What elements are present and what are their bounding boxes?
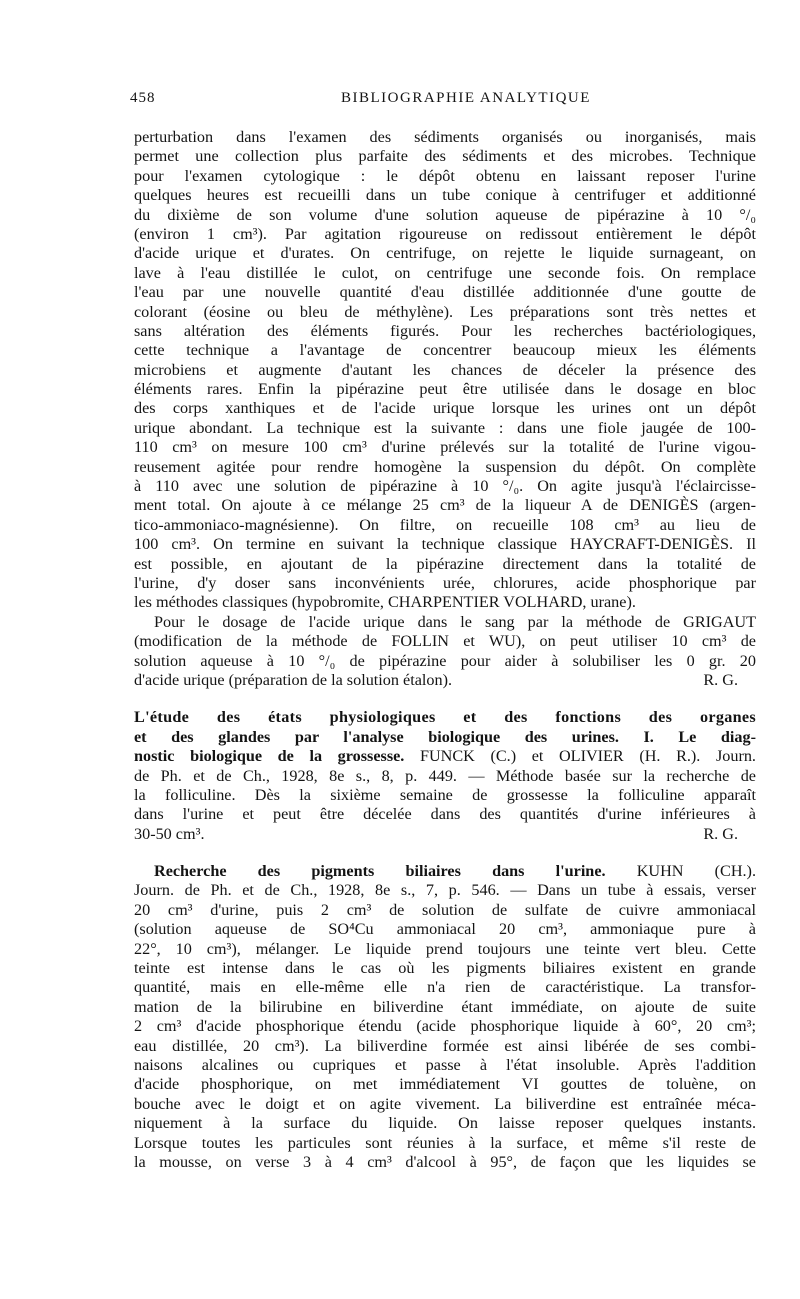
text-line: 100 cm³. On termine en suivant la technique classique HAYCRAFT-DENIGÈS. Il: [134, 535, 756, 554]
text-line: d'acide urique et d'urates. On centrifuge, on rejette le liquide surnageant, on: [134, 244, 756, 263]
text-line: solution aqueuse à 10 °/₀ de pipérazine pour aider à solubiliser les 0 gr. 20: [134, 651, 756, 670]
article-title-line: [134, 862, 756, 881]
text-line: tico-ammoniaco-magnésienne). On filtre, on recueille 108 cm³ au lieu de: [134, 515, 756, 534]
article-title-line: [134, 747, 756, 766]
article-title-part: nostic biologique de la grossesse.: [134, 747, 405, 766]
article-author: KUHN (CH.).: [605, 862, 756, 881]
text-line: l'urine, d'y doser sans inconvénients urée, chlorures, acide phosphorique par: [134, 573, 756, 592]
text-line: perturbation dans l'examen des sédiments organisés ou inorganisés, mais: [134, 128, 756, 146]
text-line: [134, 825, 756, 844]
body-text: [134, 128, 756, 1172]
text-line: pour l'examen cytologique : le dépôt obtenu en laissant reposer l'urine: [134, 166, 756, 185]
text-line: Pour le dosage de l'acide urique dans le sang par la méthode de GRIGAUT: [154, 612, 756, 631]
text-line: 2 cm³ d'acide phosphorique étendu (acide phosphorique liquide à 60°, 20 cm³;: [134, 1017, 756, 1036]
text-line: sans altération des éléments figurés. Pour les recherches bactériologiques,: [134, 321, 756, 340]
article-title-line: [134, 728, 756, 747]
text-line: colorant (éosine ou bleu de méthylène). Les préparations sont très nettes et: [134, 302, 756, 321]
text-line: cette technique a l'avantage de concentrer beaucoup mieux les éléments: [134, 341, 756, 360]
text-line: (modification de la méthode de FOLLIN et WU), on peut utiliser 10 cm³ de: [134, 632, 756, 651]
text-line-content: 30-50 cm³.: [134, 824, 205, 843]
text-line: Lorsque toutes les particules sont réunies à la surface, et même s'il reste de: [134, 1133, 756, 1152]
page-number: 458: [130, 90, 156, 106]
text-line: eau distillée, 20 cm³). La biliverdine formée est ainsi libérée de ses combi-: [134, 1036, 756, 1055]
article-folliculine: [134, 708, 756, 844]
text-line: quelques heures est recueilli dans un tube conique à centrifuger et additionné: [134, 186, 756, 205]
author-signature: R. G.: [703, 670, 738, 689]
article-title-line: L'étude des états physiologiques et des fonctions des organes: [134, 708, 756, 727]
text-line: reusement agitée pour rendre homogène la suspension du dépôt. On complète: [134, 457, 756, 476]
text-line: quantité, mais en elle-même elle n'a rien de caractéristique. La transfor-: [134, 978, 756, 997]
text-line: à 110 avec une solution de pipérazine à 10 °/₀. On agite jusqu'à l'éclaircisse-: [134, 477, 756, 496]
paragraph-2: [134, 613, 756, 691]
text-line: bouche avec le doigt et on agite vivement. La biliverdine est entraînée méca-: [134, 1094, 756, 1113]
text-line: teinte est intense dans le cas où les pigments biliaires existent en grande: [134, 959, 756, 978]
article-title-part: et des glandes par l'analyse biologique des urines.: [134, 727, 619, 746]
text-line: mation de la bilirubine en biliverdine étant immédiate, on ajoute de suite: [134, 997, 756, 1016]
running-header: [126, 90, 756, 114]
text-line: (solution aqueuse de SO⁴Cu ammoniacal 20 cm³, ammoniaque pure à: [134, 920, 756, 939]
text-line: la folliculine. Dès la sixième semaine de grossesse la folliculine apparaît: [134, 785, 756, 804]
text-line: lave à l'eau distillée le culot, on centrifuge une seconde fois. On remplace: [134, 263, 756, 282]
author-signature: R. G.: [703, 824, 738, 843]
text-line: (environ 1 cm³). Par agitation rigoureuse on redissout entièrement le dépôt: [134, 224, 756, 243]
text-line: Journ. de Ph. et de Ch., 1928, 8e s., 7, p. 546. — Dans un tube à essais, verser: [134, 881, 756, 900]
text-line: éléments rares. Enfin la pipérazine peut être utilisée dans le dosage en bloc: [134, 380, 756, 399]
article-title-part: I. Le diag-: [618, 727, 756, 746]
article-pigments-biliaires: [134, 862, 756, 1172]
text-line: d'acide phosphorique, on met immédiatement VI gouttes de toluène, on: [134, 1075, 756, 1094]
text-line: 22°, 10 cm³), mélanger. Le liquide prend toujours une teinte vert bleu. Cette: [134, 939, 756, 958]
text-line: des corps xanthiques et de l'acide urique lorsque les urines ont un dépôt: [134, 399, 756, 418]
text-line: est possible, en ajoutant de la pipérazine directement dans la totalité de: [134, 554, 756, 573]
text-line: la mousse, on verse 3 à 4 cm³ d'alcool à 95°, de façon que les liquides se: [134, 1152, 756, 1171]
text-line: ment total. On ajoute à ce mélange 25 cm³ de la liqueur A de DENIGÈS (argen-: [134, 496, 756, 515]
text-line: dans l'urine et peut être décelée dans des quantités d'urine inférieures à: [134, 805, 756, 824]
article-reference: FUNCK (C.) et OLIVIER (H. R.). Journ.: [404, 747, 756, 766]
paragraph-1: [134, 128, 756, 613]
text-line: de Ph. et de Ch., 1928, 8e s., 8, p. 449. — Méthode basée sur la recherche de: [134, 766, 756, 785]
text-line: 20 cm³ d'urine, puis 2 cm³ de solution de sulfate de cuivre ammoniacal: [134, 900, 756, 919]
article-title-part: Recherche des pigments biliaires dans l'urine.: [154, 862, 606, 881]
text-line: naisons alcalines ou cupriques et passe à l'état insoluble. Après l'addition: [134, 1055, 756, 1074]
running-title: BIBLIOGRAPHIE ANALYTIQUE: [341, 90, 591, 106]
text-line-content: d'acide urique (préparation de la solution étalon).: [134, 670, 453, 689]
text-line: niquement à la surface du liquide. On laisse reposer quelques instants.: [134, 1114, 756, 1133]
text-line: [134, 671, 756, 690]
text-line: du dixième de son volume d'une solution aqueuse de pipérazine à 10 °/₀: [134, 205, 756, 224]
text-line: 110 cm³ on mesure 100 cm³ d'urine prélevés sur la totalité de l'urine vigou-: [134, 438, 756, 457]
text-line: les méthodes classiques (hypobromite, CHARPENTIER VOLHARD, urane).: [134, 593, 636, 612]
text-line: permet une collection plus parfaite des sédiments et des microbes. Technique: [134, 147, 756, 166]
text-line: urique abondant. La technique est la suivante : dans une fiole jaugée de 100-: [134, 418, 756, 437]
text-line: l'eau par une nouvelle quantité d'eau distillée additionnée d'une goutte de: [134, 283, 756, 302]
text-line: microbiens et augmente d'autant les chances de déceler la présence des: [134, 360, 756, 379]
